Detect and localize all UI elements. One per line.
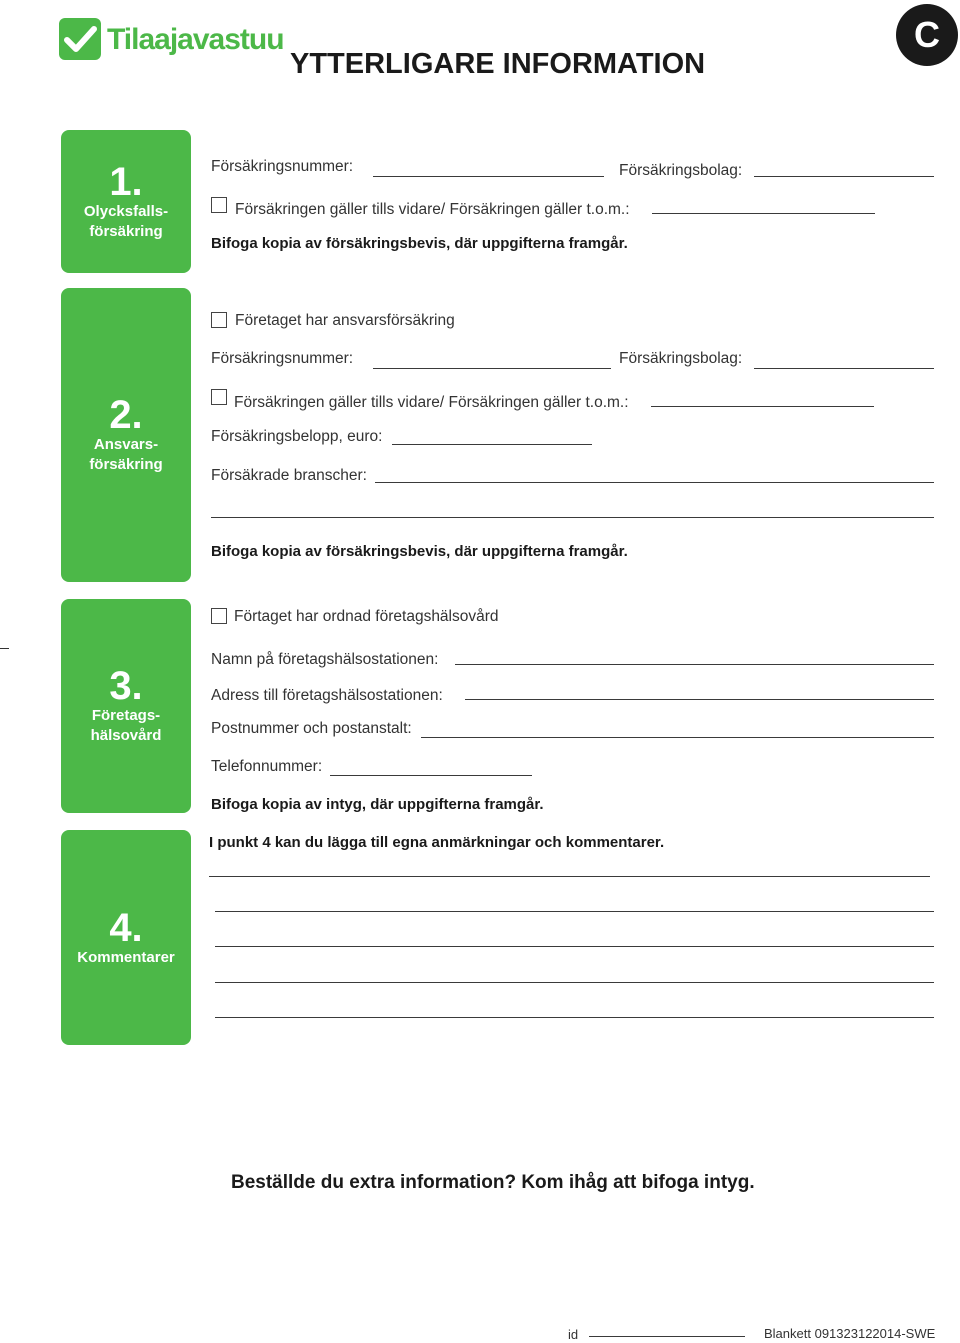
s2-industries-field[interactable] xyxy=(375,482,934,483)
s2-has-liability-checkbox[interactable] xyxy=(211,312,227,328)
s3-phone-field[interactable] xyxy=(330,775,532,776)
s2-valid-until-label: Försäkringen gäller tills vidare/ Försäkringen gäller t.o.m.: xyxy=(234,394,629,411)
s3-postal-label: Postnummer och postanstalt: xyxy=(211,720,412,737)
s2-valid-until-field[interactable] xyxy=(651,406,874,407)
s2-policy-number-field[interactable] xyxy=(373,368,611,369)
s3-has-healthcare-label: Förtaget har ordnad företagshälsovård xyxy=(234,608,499,625)
section-2-number: 2. xyxy=(109,393,143,437)
s3-station-address-field[interactable] xyxy=(465,699,934,700)
section-4-tab xyxy=(61,830,191,1045)
s4-intro: I punkt 4 kan du lägga till egna anmärkningar och kommentarer. xyxy=(209,834,665,851)
s2-insurer-field[interactable] xyxy=(754,368,934,369)
section-3-label-line1: Företags- xyxy=(91,707,161,724)
s2-has-liability-label: Företaget har ansvarsförsäkring xyxy=(235,312,455,329)
footer-id-field[interactable] xyxy=(589,1336,745,1337)
section-1-label-line2: försäkring xyxy=(89,222,163,240)
page-title: YTTERLIGARE INFORMATION xyxy=(290,48,706,80)
s2-industries-label: Försäkrade branscher: xyxy=(211,467,367,484)
s1-valid-until-label: Försäkringen gäller tills vidare/ Försäkringen gäller t.o.m.: xyxy=(235,201,630,218)
section-1-tab xyxy=(61,130,191,273)
section-2-tab xyxy=(61,288,191,582)
section-1-label-line1: Olycksfalls- xyxy=(83,202,169,220)
s1-policy-number-field[interactable] xyxy=(373,176,604,177)
section-3-number: 3. xyxy=(109,664,143,708)
s1-attach-note: Bifoga kopia av försäkringsbevis, där uppgifterna framgår. xyxy=(211,235,628,252)
s2-policy-number-label: Försäkringsnummer: xyxy=(211,350,354,367)
logo-check-icon xyxy=(59,18,101,60)
comment-line-3[interactable] xyxy=(215,946,934,947)
s2-insurer-label: Försäkringsbolag: xyxy=(619,350,743,367)
margin-tick xyxy=(0,648,9,649)
section-4-number: 4. xyxy=(109,905,143,950)
s3-station-address-label: Adress till företagshälsostationen: xyxy=(211,687,443,704)
section-3-tab xyxy=(61,599,191,813)
s1-insurer-label: Försäkringsbolag: xyxy=(619,162,743,179)
s2-attach-note: Bifoga kopia av försäkringsbevis, där uppgifterna framgår. xyxy=(211,543,628,560)
s2-amount-field[interactable] xyxy=(392,444,592,445)
logo-text: Tilaajavastuu xyxy=(107,23,284,56)
s3-station-name-field[interactable] xyxy=(455,664,934,665)
section-4-label: Kommentarer xyxy=(77,948,175,966)
section-2-label-line2: försäkring xyxy=(89,456,163,473)
section-2-label-line1: Ansvars- xyxy=(93,436,159,453)
s2-industries-field-extra[interactable] xyxy=(211,517,934,518)
s3-station-name-label: Namn på företagshälsostationen: xyxy=(211,651,439,668)
s2-valid-until-checkbox[interactable] xyxy=(211,389,227,405)
comment-line-2[interactable] xyxy=(215,911,934,912)
s3-phone-label: Telefonnummer: xyxy=(211,758,323,775)
footer-id-label: id xyxy=(568,1327,579,1342)
s1-valid-until-checkbox[interactable] xyxy=(211,197,227,213)
comment-line-4[interactable] xyxy=(215,982,934,983)
s3-attach-note: Bifoga kopia av intyg, där uppgifterna framgår. xyxy=(211,796,544,813)
s1-policy-number-label: Försäkringsnummer: xyxy=(211,158,354,175)
s2-amount-label: Försäkringsbelopp, euro: xyxy=(211,428,383,445)
section-3-label-line2: hälsovård xyxy=(90,727,162,744)
comment-line-5[interactable] xyxy=(215,1017,934,1018)
footer-reminder: Beställde du extra information? Kom ihåg att bifoga intyg. xyxy=(231,1172,755,1193)
section-badge: C xyxy=(896,4,958,66)
s3-postal-field[interactable] xyxy=(421,737,934,738)
form-code: Blankett 091323122014-SWE xyxy=(764,1326,936,1341)
s3-has-healthcare-checkbox[interactable] xyxy=(211,608,227,624)
s1-valid-until-field[interactable] xyxy=(652,213,875,214)
comment-line-1[interactable] xyxy=(209,876,930,877)
s1-insurer-field[interactable] xyxy=(754,176,934,177)
section-1-number: 1. xyxy=(109,159,143,204)
